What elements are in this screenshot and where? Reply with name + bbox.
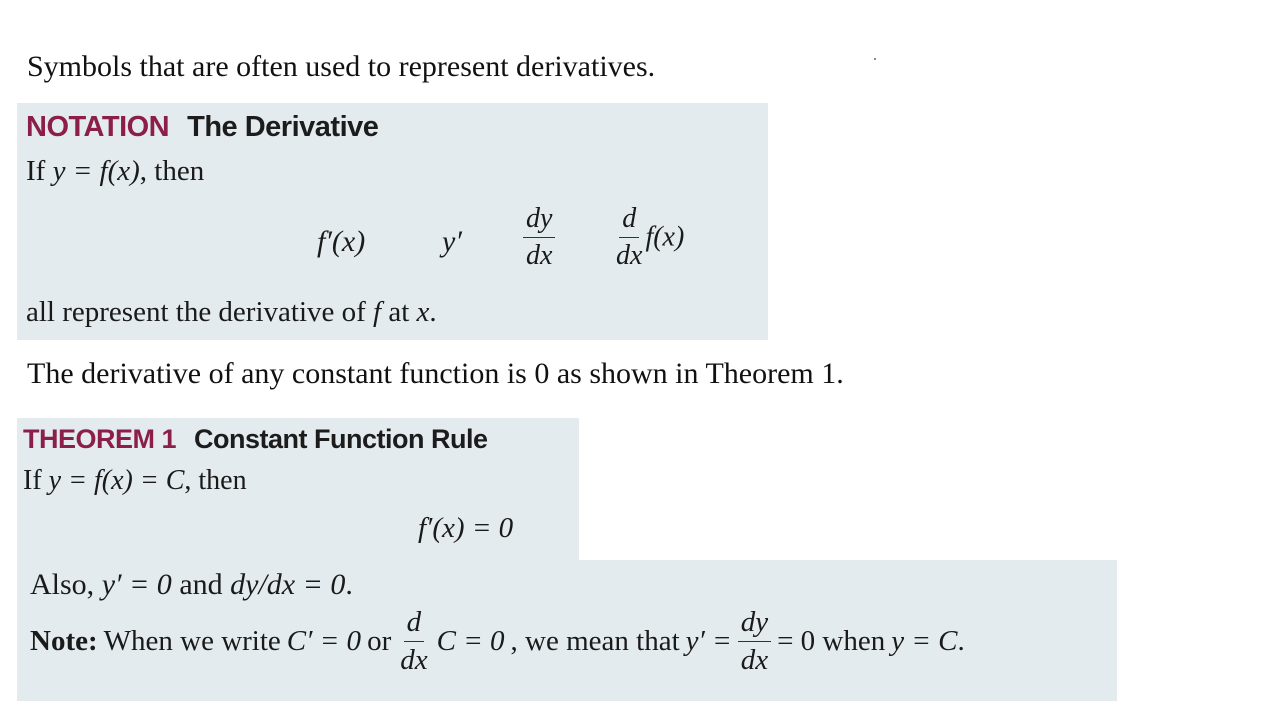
footer-x: x <box>416 296 430 328</box>
also-text: Also, <box>30 568 95 601</box>
also-period: . <box>345 568 353 601</box>
notation-symbol-ddx-f <box>613 205 684 270</box>
note-fraction-dydx <box>738 605 771 676</box>
notation-label: NOTATION <box>26 111 170 143</box>
theorem-note-line <box>30 604 965 678</box>
also-math-1: y′ = 0 <box>101 568 172 601</box>
ddx-denominator: dx <box>616 240 643 271</box>
note-math-4: y = C <box>891 624 958 657</box>
notation-title: The Derivative <box>187 111 379 143</box>
ddx-numerator: d <box>619 205 639 238</box>
notation-then: , then <box>139 155 205 187</box>
notation-condition <box>26 155 204 188</box>
theorem-condition <box>23 465 247 497</box>
notation-if: If <box>26 155 46 187</box>
footer-text: all represent the derivative of <box>26 296 366 328</box>
theorem-label: THEOREM 1 <box>23 424 177 454</box>
intro-line-2: The derivative of any constant function is 0 as shown in Theorem 1. <box>27 357 844 390</box>
theorem-then: , then <box>184 465 247 496</box>
stray-dot <box>874 58 876 60</box>
theorem-if: If <box>23 465 42 496</box>
dydx-numerator: dy <box>523 205 555 238</box>
note-text-4: = 0 when <box>777 624 886 657</box>
theorem-heading <box>23 424 488 455</box>
notation-symbol-fprime: f′(x) <box>317 225 366 258</box>
note-or: or <box>367 624 392 657</box>
note-ddx-denominator: dx <box>400 643 428 676</box>
notation-box <box>17 103 768 340</box>
note-text-1: When we write <box>103 624 281 657</box>
note-math-2: C = 0 <box>436 624 505 657</box>
theorem-also-line <box>30 568 353 602</box>
theorem-if-math: y = f(x) = C <box>48 465 185 496</box>
note-dydx-numerator: dy <box>738 608 771 642</box>
also-math-2: dy/dx = 0 <box>230 568 346 601</box>
note-math-1: C′ = 0 <box>286 624 362 657</box>
note-dydx-denominator: dx <box>740 643 769 676</box>
note-period: . <box>957 624 965 657</box>
dydx-denominator: dx <box>526 240 553 271</box>
theorem-title: Constant Function Rule <box>194 424 488 454</box>
ddx-function: f(x) <box>645 221 685 253</box>
footer-at: at <box>388 296 410 328</box>
intro-line-1: Symbols that are often used to represent derivatives. <box>27 50 656 83</box>
notation-symbol-dydx <box>523 205 555 270</box>
note-math-3: y′ = <box>685 624 732 657</box>
notation-heading <box>26 111 378 144</box>
notation-if-math: y = f(x) <box>52 155 140 187</box>
note-fraction-ddx <box>397 605 430 676</box>
notation-footer <box>26 296 437 329</box>
note-label: Note: <box>30 624 98 657</box>
also-and: and <box>179 568 223 601</box>
theorem-result: f′(x) = 0 <box>418 512 514 544</box>
note-ddx-numerator: d <box>404 608 425 642</box>
footer-f: f <box>373 296 382 328</box>
footer-period: . <box>429 296 437 328</box>
note-text-3: , we mean that <box>510 624 680 657</box>
notation-symbol-yprime: y′ <box>442 225 462 258</box>
